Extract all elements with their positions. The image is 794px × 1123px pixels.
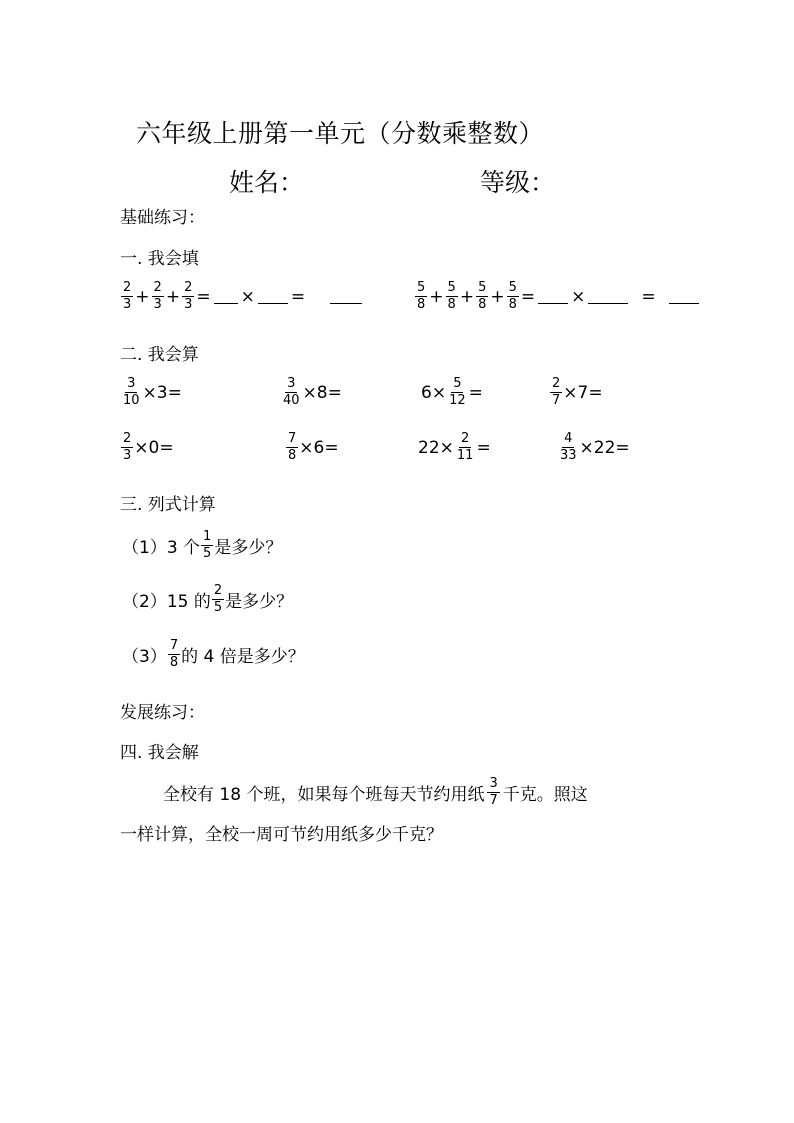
fraction: $\frac{2}{3}$ [123,280,132,312]
word-problem-line-2: 一样计算，全校一周可节约用纸多少千克？ [120,825,443,845]
calc-item: $\frac{7}{8}$ ×6= [288,431,339,463]
develop-practice-label: 发展练习： [120,703,205,723]
fraction: $\frac{3}{7}$ [489,776,498,808]
fraction: $\frac{5}{8}$ [478,280,487,312]
fraction: $\frac{3}{40}$ [283,376,300,408]
answer-blank[interactable] [258,289,288,304]
question-2: （2）15 的 $\frac{2}{5}$ 是多少？ [122,583,294,615]
word-problem-line-1: 全校有 18 个班，如果每个班每天节约用纸 $\frac{3}{7}$ 千克。照这 [163,776,588,808]
fraction: $\frac{5}{8}$ [417,280,426,312]
calc-item: $\frac{2}{7}$ ×7= [552,376,603,408]
question-3: （3） $\frac{7}{8}$ 的 4 倍是多少？ [122,638,305,670]
fraction: $\frac{4}{33}$ [560,431,577,463]
fraction: $\frac{5}{8}$ [508,280,517,312]
section-2-heading: 二. 我会算 [120,345,199,365]
section-4-heading: 四. 我会解 [120,743,199,763]
calc-item: $\frac{3}{40}$ ×8= [283,376,342,408]
fraction: $\frac{5}{12}$ [449,376,466,408]
page-title: 六年级上册第一单元（分数乘整数） [136,119,545,148]
calc-item: 6× $\frac{5}{12}$ = [421,376,483,408]
answer-blank[interactable] [214,289,238,304]
calc-item: $\frac{4}{33}$ ×22= [560,431,630,463]
grade-label: 等级： [480,168,556,197]
fraction: $\frac{5}{8}$ [447,280,456,312]
name-label: 姓名： [229,168,305,197]
fraction: $\frac{3}{10}$ [123,376,140,408]
section-1-heading: 一. 我会填 [120,249,199,269]
fill-expression-b: $\frac{5}{8}$ + $\frac{5}{8}$ + $\frac{5}{8}$ + $\frac{5}{8}$ = × = [414,281,701,312]
answer-blank[interactable] [669,289,699,304]
basic-practice-label: 基础练习： [120,208,205,228]
fraction: $\frac{2}{3}$ [184,280,193,312]
calc-item: 22× $\frac{2}{11}$ = [418,431,491,463]
fraction: $\frac{2}{3}$ [123,431,132,463]
fraction: $\frac{2}{5}$ [213,583,223,615]
calc-item: $\frac{2}{3}$ ×0= [123,431,174,463]
section-3-heading: 三. 列式计算 [120,495,216,515]
fraction: $\frac{7}{8}$ [288,431,297,463]
fraction: $\frac{1}{5}$ [203,529,212,561]
answer-blank[interactable] [538,289,568,304]
fraction: $\frac{2}{7}$ [552,376,561,408]
fraction: $\frac{2}{11}$ [456,431,474,463]
question-1: （1）3 个 $\frac{1}{5}$ 是多少？ [122,529,283,561]
answer-blank[interactable] [330,289,362,304]
fraction: $\frac{7}{8}$ [169,638,179,670]
answer-blank[interactable] [588,289,628,304]
calc-item: $\frac{3}{10}$ ×3= [123,376,182,408]
fraction: $\frac{2}{3}$ [153,280,162,312]
fill-expression-a: $\frac{2}{3}$ + $\frac{2}{3}$ + $\frac{2}{3}$ = × = [120,281,364,312]
